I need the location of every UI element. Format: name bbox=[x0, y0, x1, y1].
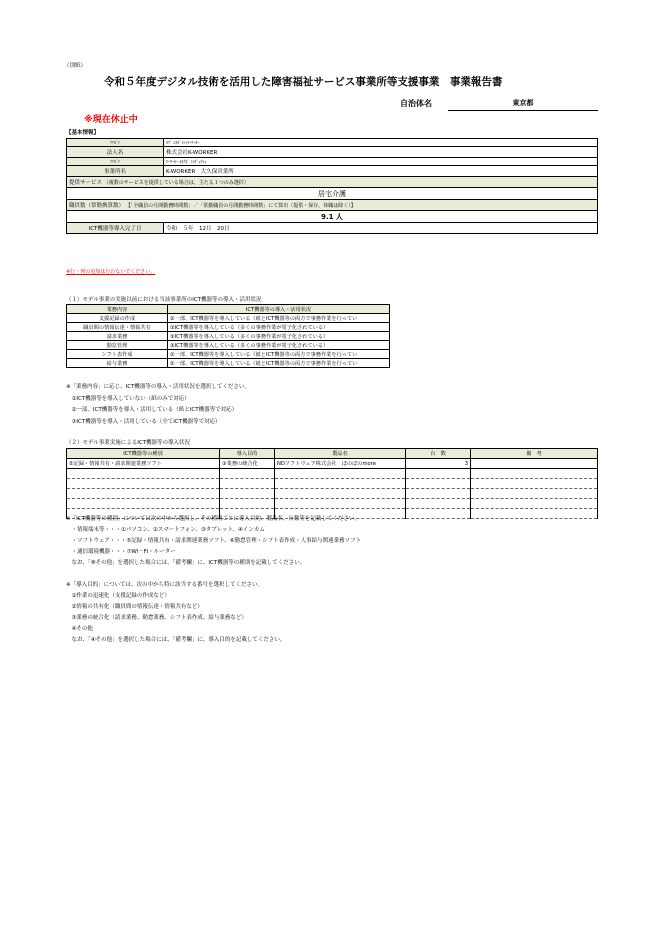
table-row bbox=[67, 469, 598, 479]
service-row bbox=[67, 177, 598, 188]
furigana-label: ﾌﾘｶﾞﾅ bbox=[67, 158, 164, 166]
status-cell: ③ICT機器等を導入している（多くの事務作業が電子化されている） bbox=[168, 323, 390, 332]
empty-cell bbox=[471, 489, 598, 499]
table-row bbox=[67, 323, 390, 332]
staff-value: 9.1 人 bbox=[67, 211, 598, 223]
note-column-header: 備 考 bbox=[471, 449, 598, 459]
table-row bbox=[67, 459, 598, 469]
empty-cell bbox=[67, 499, 220, 509]
type-cell: ⑤記録・情報共有・請求関連業務ソフト bbox=[67, 459, 220, 469]
status-cell: ③ICT機器等を導入している（多くの事務作業が電子化されている） bbox=[168, 332, 390, 341]
note-cell bbox=[471, 459, 598, 469]
empty-cell bbox=[406, 469, 471, 479]
page-title: 令和５年度デジタル技術を活用した障害福祉サービス事業所等支援事業 事業報告書 bbox=[104, 76, 503, 88]
section1-title: （１）モデル事業の実施以前における当該事業所のICT機器等の導入・活用状況 bbox=[66, 297, 262, 303]
empty-cell bbox=[67, 489, 220, 499]
suspended-notice: ※現在休止中 bbox=[84, 115, 138, 125]
empty-cell bbox=[275, 479, 406, 489]
count-column-header: 台 数 bbox=[406, 449, 471, 459]
note-line: ・ソフトウェア・・・⑤記録・情報共有・請求関連業務ソフト、⑥勤怠管理・シフト表作成・人事給与関連業務ソフト bbox=[66, 538, 362, 544]
task-cell: シフト表作成 bbox=[67, 350, 168, 359]
ict-date-value: 令和 ５年 12月 20日 bbox=[164, 223, 598, 234]
empty-cell bbox=[275, 469, 406, 479]
no-add-warning: ※行・列の追加は行わないでください。 bbox=[66, 269, 156, 275]
empty-cell bbox=[275, 489, 406, 499]
status-cell: ②一部、ICT機器等を導入している（紙とICT機器等の両方で事務作業を行ってい bbox=[168, 350, 390, 359]
empty-cell bbox=[220, 469, 275, 479]
empty-cell bbox=[471, 479, 598, 489]
staff-label: 職員数（常勤換算数） bbox=[69, 203, 125, 209]
status-cell: ②一部、ICT機器等を導入している（紙とICT機器等の両方で事務作業を行ってい bbox=[168, 359, 390, 368]
municipality-value: 東京都 bbox=[448, 98, 598, 111]
task-cell: 請求業務 bbox=[67, 332, 168, 341]
office-label: 事業所名 bbox=[67, 166, 164, 177]
section2-notes bbox=[66, 514, 361, 646]
note-line: ・通信環境機器・・・⑦Wi－Fi・ルーター bbox=[66, 549, 176, 555]
status-cell: ②一部、ICT機器等を導入している（紙とICT機器等の両方で事務作業を行ってい bbox=[168, 314, 390, 323]
table-row bbox=[67, 350, 390, 359]
status-column-header: ICT機器等の導入・活用状況 bbox=[168, 305, 390, 314]
note-line: ・情報端末等・・・①パソコン、②スマートフォン、③タブレット、④インカム bbox=[66, 527, 265, 533]
note-line: ①ICT機器等を導入していない（紙のみで対応） bbox=[66, 395, 190, 402]
empty-cell bbox=[471, 499, 598, 509]
task-cell: 給与業務 bbox=[67, 359, 168, 368]
section2-title: （２）モデル事業実施によるICT機器等の導入状況 bbox=[66, 440, 191, 446]
task-column-header: 業務内容 bbox=[67, 305, 168, 314]
empty-cell bbox=[406, 479, 471, 489]
empty-cell bbox=[471, 469, 598, 479]
empty-cell bbox=[220, 499, 275, 509]
count-cell: 3 bbox=[406, 459, 471, 469]
service-label: 提供サービス bbox=[69, 180, 103, 186]
staff-note: 【「全職員の月間勤務時間数」／「常勤職員の月間勤務時間数」にて算出（提供・保存、休職は除く）】 bbox=[125, 203, 356, 209]
ict-status-table bbox=[66, 304, 390, 368]
corp-value: 株式会社K-WORKER bbox=[164, 147, 598, 158]
table-row bbox=[67, 359, 390, 368]
betsushi-label: （別紙） bbox=[64, 63, 87, 69]
table-row bbox=[67, 332, 390, 341]
service-value: 居宅介護 bbox=[67, 188, 598, 200]
municipality-label: 自治体名 bbox=[400, 99, 432, 108]
furigana-label: ﾌﾘｶﾞﾅ bbox=[67, 139, 164, 147]
empty-cell bbox=[67, 469, 220, 479]
table-row bbox=[67, 341, 390, 350]
empty-cell bbox=[406, 489, 471, 499]
purpose-column-header: 導入目的 bbox=[220, 449, 275, 459]
product-cell: NDソフトウェア株式会社 ほのぼのmore bbox=[275, 459, 406, 469]
empty-cell bbox=[406, 499, 471, 509]
empty-cell bbox=[220, 479, 275, 489]
table-row bbox=[67, 314, 390, 323]
note-line: ①作業の迅速化（支援記録の作成など） bbox=[66, 593, 170, 599]
task-cell: 支援記録の作成 bbox=[67, 314, 168, 323]
empty-cell bbox=[471, 509, 598, 519]
basic-info-heading: 【基本情報】 bbox=[66, 130, 100, 136]
service-note: （複数のサービスを提供している場合は、主たる１つのみ選択） bbox=[103, 180, 249, 186]
note-line: ※「導入目的」については、次の中から特に該当する番号を選択してください。 bbox=[66, 582, 264, 588]
type-column-header: ICT機器等の種別 bbox=[67, 449, 220, 459]
purpose-cell: ③業務の統合化 bbox=[220, 459, 275, 469]
ict-introduction-table bbox=[66, 448, 598, 519]
note-line: ④その他 bbox=[66, 626, 93, 632]
table-row bbox=[67, 489, 598, 499]
corp-label: 法人名 bbox=[67, 147, 164, 158]
office-furigana: ｹｰﾜｰｶｰ ｵｵｸﾎﾞ ｴｲｷﾞｮｳｼｮ bbox=[164, 158, 598, 166]
corp-furigana: ｶﾌﾞ ｼｷｶﾞｲｼｬｹｰﾜｰｶｰ bbox=[164, 139, 598, 147]
task-cell: 職員間の情報伝達・情報共有 bbox=[67, 323, 168, 332]
status-cell: ③ICT機器等を導入している（多くの事務作業が電子化されている） bbox=[168, 341, 390, 350]
note-line: ②一部、ICT機器等を導入・活用している（紙とICT機器等で対応） bbox=[66, 407, 238, 413]
basic-info-table bbox=[66, 138, 598, 234]
office-value: K-WORKER 大久保営業所 bbox=[164, 166, 598, 177]
note-line: ②情報の共有化（職員間の情報伝達・情報共有など） bbox=[66, 604, 203, 610]
empty-cell bbox=[406, 509, 471, 519]
product-column-header: 製品名 bbox=[275, 449, 406, 459]
table-row bbox=[67, 499, 598, 509]
empty-cell bbox=[67, 479, 220, 489]
empty-cell bbox=[275, 499, 406, 509]
note-line: なお、「⑧その他」を選択した場合には、「備考欄」に、ICT機器等の種別を記載してください。 bbox=[66, 560, 306, 566]
staff-row bbox=[67, 200, 598, 211]
note-line bbox=[66, 569, 361, 580]
note-line: ③ICT機器等を導入・活用している（全てICT機器等で対応） bbox=[66, 418, 221, 425]
note-line: ③業務の統合化（請求業務、勤怠業務、シフト表作成、給与業務など） bbox=[66, 615, 247, 621]
section1-notes bbox=[66, 382, 250, 428]
empty-cell bbox=[220, 489, 275, 499]
table-row bbox=[67, 479, 598, 489]
ict-date-label: ICT機器等導入完了日 bbox=[67, 223, 164, 234]
note-line: なお、「④その他」を選択した場合には、「備考欄」に、導入目的を記載してください。 bbox=[66, 637, 286, 643]
note-line: ※「ICT機器等の種別」については次の中から選択し、その種別ごとに導入目的、製品名、台数等を記載してください。 bbox=[66, 516, 360, 522]
task-cell: 勤怠管理 bbox=[67, 341, 168, 350]
note-line: ※「業務内容」に応じ、ICT機器等の導入・活用状況を選択してください。 bbox=[66, 384, 250, 390]
